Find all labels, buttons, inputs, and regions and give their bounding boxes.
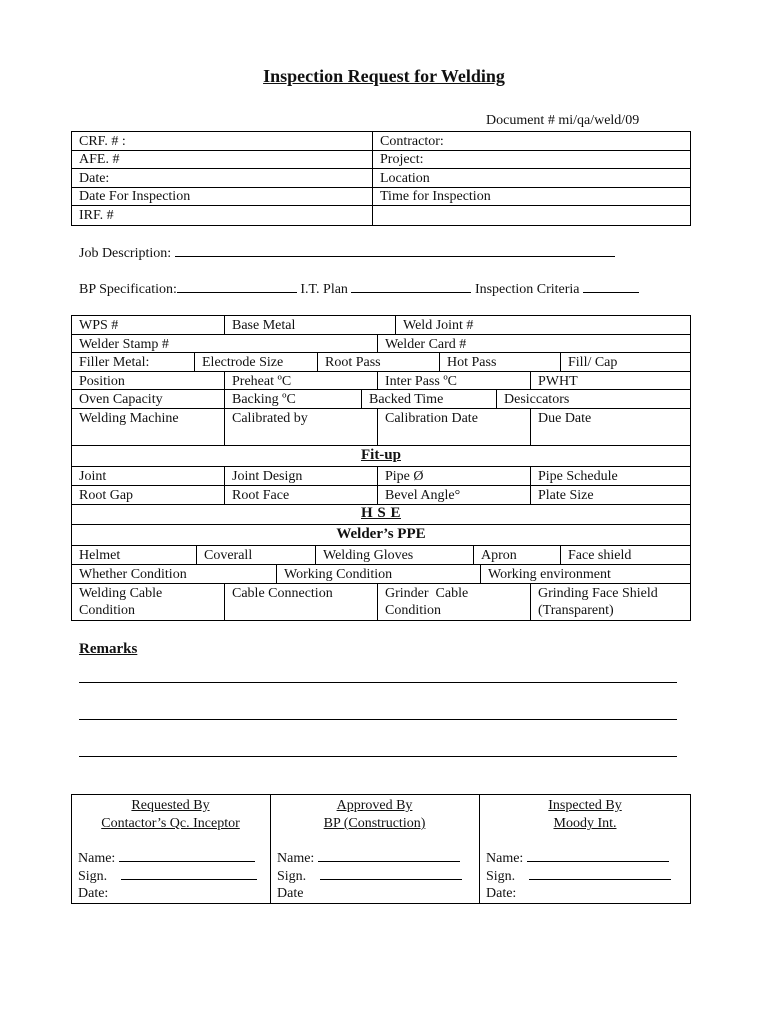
remarks-line[interactable] — [79, 719, 677, 720]
signature-approved-by — [270, 795, 479, 903]
sig-name-label: Name: — [78, 851, 116, 866]
fill-cap-label: Fill/ Cap — [568, 355, 618, 370]
grinder-cable-line2: Condition — [385, 603, 442, 618]
base-metal-label: Base Metal — [232, 318, 296, 333]
inspection-criteria-label: Inspection Criteria — [474, 282, 580, 297]
grinding-face-line2: (Transparent) — [538, 603, 614, 618]
grinder-cable-line1: Grinder Cable — [385, 586, 469, 601]
it-plan-line[interactable] — [351, 280, 471, 293]
crf-label: CRF. # : — [79, 134, 126, 149]
sig-sign-label: Sign. — [486, 869, 516, 884]
remarks-line[interactable] — [79, 756, 677, 757]
sig-name-row[interactable] — [270, 849, 479, 867]
sig-date-label: Date: — [78, 886, 109, 901]
sig-name-line — [119, 849, 255, 862]
sig-subtitle: Moody Int. — [553, 816, 617, 831]
sig-name-row[interactable] — [71, 849, 270, 867]
job-description-label: Job Description: — [79, 246, 172, 261]
sig-sign-line — [121, 867, 257, 880]
sig-name-label: Name: — [486, 851, 524, 866]
pipe-schedule-label: Pipe Schedule — [538, 469, 618, 484]
sig-title: Requested By — [131, 798, 210, 813]
irf-label: IRF. # — [79, 208, 114, 223]
sig-name-label: Name: — [277, 851, 315, 866]
welding-cable-line1: Welding Cable — [79, 586, 163, 601]
weather-condition-label: Whether Condition — [79, 567, 187, 582]
sig-sign-label: Sign. — [78, 869, 108, 884]
remarks-line[interactable] — [79, 682, 677, 683]
calibrated-by-label: Calibrated by — [232, 411, 308, 426]
location-label: Location — [380, 171, 430, 186]
inter-pass-label: Inter Pass ºC — [385, 374, 458, 389]
face-shield-label: Face shield — [568, 548, 632, 563]
position-label: Position — [79, 374, 125, 389]
sig-name-row[interactable] — [479, 849, 691, 867]
oven-capacity-label: Oven Capacity — [79, 392, 163, 407]
sig-subtitle: Contactor’s Qc. Inceptor — [101, 816, 240, 831]
job-description-field[interactable] — [79, 244, 615, 262]
sig-sign-row[interactable] — [479, 867, 691, 885]
sig-name-line — [318, 849, 460, 862]
working-condition-label: Working Condition — [284, 567, 393, 582]
it-plan-label: I.T. Plan — [300, 282, 348, 297]
spec-fields-row — [79, 280, 639, 298]
signature-requested-by — [71, 795, 270, 903]
welding-gloves-label: Welding Gloves — [323, 548, 414, 563]
inspection-criteria-line[interactable] — [583, 280, 639, 293]
apron-label: Apron — [481, 548, 517, 563]
root-face-label: Root Face — [232, 488, 290, 503]
sig-sign-line — [529, 867, 671, 880]
sig-sign-row[interactable] — [71, 867, 270, 885]
helmet-label: Helmet — [79, 548, 121, 563]
grinder-cable-label — [378, 584, 474, 619]
filler-metal-label: Filler Metal: — [79, 355, 150, 370]
welding-machine-label: Welding Machine — [79, 411, 179, 426]
date-label: Date: — [79, 171, 110, 186]
time-for-inspection-label: Time for Inspection — [380, 189, 491, 204]
pwht-label: PWHT — [538, 374, 578, 389]
sig-title: Approved By — [336, 798, 413, 813]
hse-heading: H S E — [360, 505, 401, 521]
job-description-line — [175, 244, 615, 257]
due-date-label: Due Date — [538, 411, 592, 426]
bevel-angle-label: Bevel Angle° — [385, 488, 461, 503]
hot-pass-label: Hot Pass — [447, 355, 497, 370]
grinding-face-shield-label — [531, 584, 664, 619]
coverall-label: Coverall — [204, 548, 253, 563]
bp-spec-label: BP Specification: — [79, 282, 177, 297]
cable-connection-label: Cable Connection — [232, 586, 333, 601]
grinding-face-line1: Grinding Face Shield — [538, 586, 658, 601]
wps-label: WPS # — [79, 318, 119, 333]
remarks-heading: Remarks — [79, 641, 138, 657]
sig-date-label: Date — [277, 886, 304, 901]
root-pass-label: Root Pass — [325, 355, 381, 370]
sig-title: Inspected By — [548, 798, 622, 813]
date-for-inspection-label: Date For Inspection — [79, 189, 191, 204]
backed-time-label: Backed Time — [369, 392, 444, 407]
backing-label: Backing ºC — [232, 392, 296, 407]
sig-sign-line — [320, 867, 462, 880]
fitup-heading: Fit-up — [360, 447, 401, 463]
root-gap-label: Root Gap — [79, 488, 134, 503]
pipe-dia-label: Pipe Ø — [385, 469, 424, 484]
project-label: Project: — [380, 152, 424, 167]
sig-name-line — [527, 849, 669, 862]
sig-sign-row[interactable] — [270, 867, 479, 885]
welder-stamp-label: Welder Stamp # — [79, 337, 169, 352]
sig-subtitle: BP (Construction) — [323, 816, 426, 831]
welding-cable-label — [72, 584, 168, 619]
form-title: Inspection Request for Welding — [263, 66, 505, 86]
desiccators-label: Desiccators — [504, 392, 570, 407]
sig-date-label: Date: — [486, 886, 517, 901]
sig-sign-label: Sign. — [277, 869, 307, 884]
electrode-size-label: Electrode Size — [202, 355, 284, 370]
welder-card-label: Welder Card # — [385, 337, 467, 352]
bp-spec-line[interactable] — [177, 280, 297, 293]
welding-cable-line2: Condition — [79, 603, 136, 618]
working-environment-label: Working environment — [488, 567, 611, 582]
calibration-date-label: Calibration Date — [385, 411, 478, 426]
plate-size-label: Plate Size — [538, 488, 594, 503]
ppe-heading: Welder’s PPE — [336, 526, 426, 542]
joint-design-label: Joint Design — [232, 469, 303, 484]
signature-inspected-by — [479, 795, 691, 903]
contractor-label: Contractor: — [380, 134, 444, 149]
afe-label: AFE. # — [79, 152, 120, 167]
weld-joint-label: Weld Joint # — [403, 318, 474, 333]
document-number: Document # mi/qa/weld/09 — [486, 113, 640, 128]
joint-label: Joint — [79, 469, 107, 484]
preheat-label: Preheat ºC — [232, 374, 292, 389]
